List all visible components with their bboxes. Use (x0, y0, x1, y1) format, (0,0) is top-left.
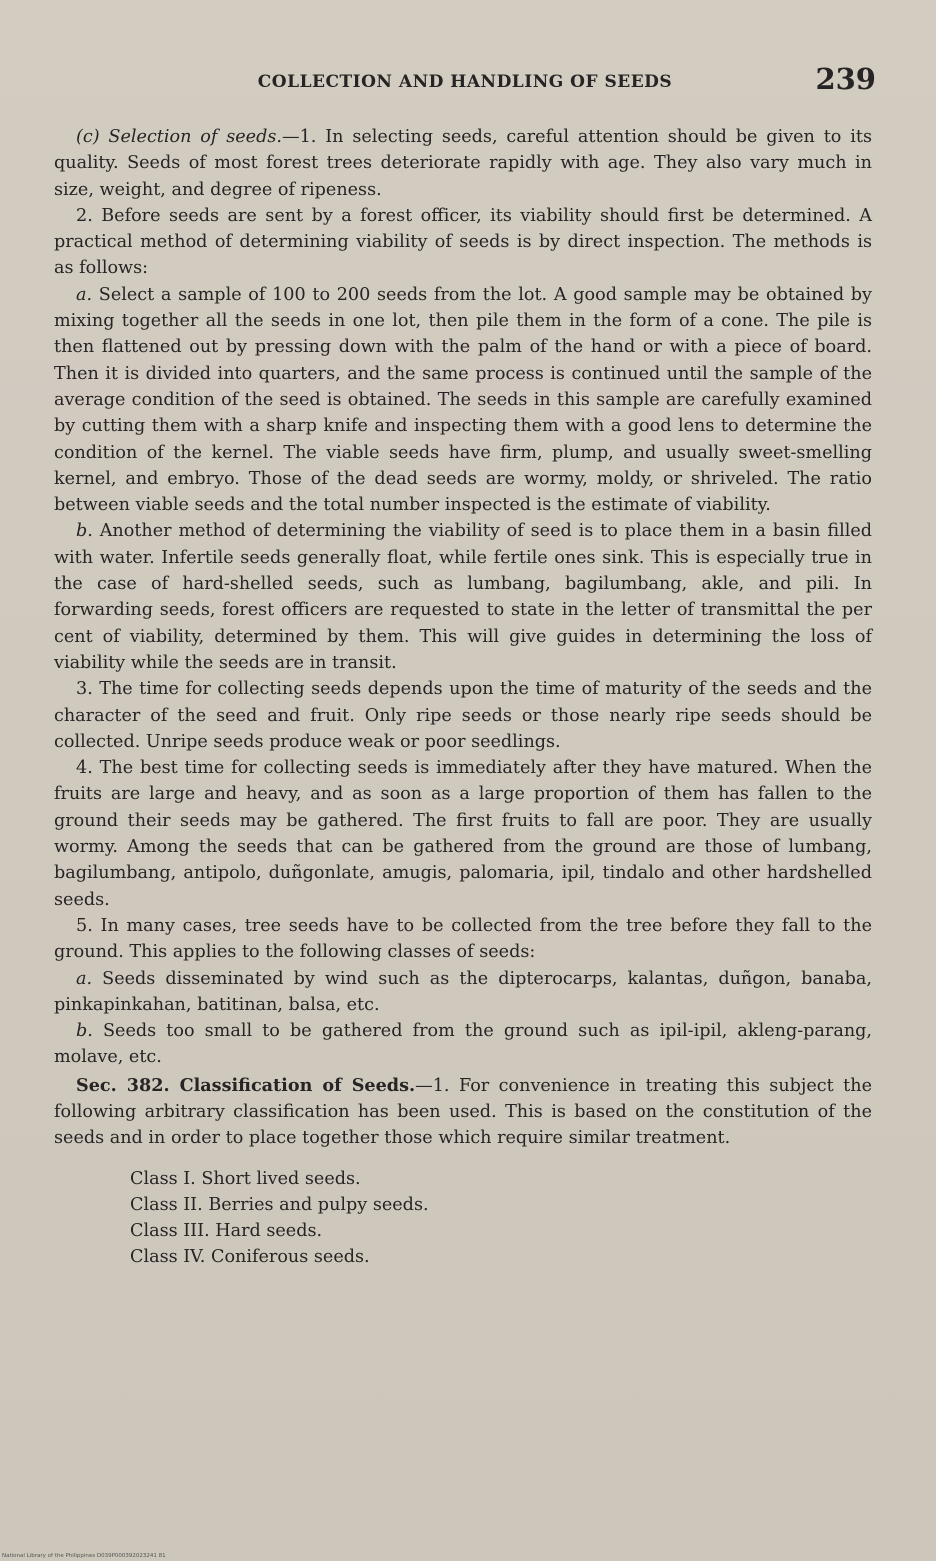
paragraph-label: a. (76, 284, 93, 305)
paragraph-2: 2. Before seeds are sent by a forest officer, its viability should first be determined. A practical method of determining viability of seeds is by direct inspection. The methods is as follows: (54, 205, 872, 279)
paragraph-label: b. (76, 521, 93, 542)
class-item: Class IV. Coniferous seeds. (130, 1247, 370, 1268)
classification-list (130, 1166, 872, 1271)
paragraph-text: —1. In selecting seeds, careful attention should be given to its quality. Seeds of most forest trees deteriorate rapidly with age. They also vary much in size, weight, and degree of ripeness. (54, 127, 872, 200)
section-382 (54, 1073, 872, 1152)
class-item: Class II. Berries and pulpy seeds. (130, 1194, 429, 1215)
paragraph-5a (54, 966, 872, 1019)
paragraph-4: 4. The best time for collecting seeds is immediately after they have matured. When the fruits are large and heavy, and as soon as a large proportion of them has fallen to the ground their seeds may be gathered. The first fruits to fall are poor. They are usually wormy. Among the seeds that can be gathered from the ground are those of lumbang, bagilumbang, antipolo, duñgonlate, amugis, palomaria, ipil, tindalo and other hardshelled seeds. (54, 758, 872, 910)
running-title: COLLECTION AND HANDLING OF SEEDS (257, 72, 673, 92)
paragraph-text: Another method of determining the viability of seed is to place them in a basin filled with water. Infertile seeds generally float, while fertile ones sink. This is especially true in the case of hard-shelled seeds, such as lumbang, bagilumbang, akle, and pili. In forwarding seeds, forest officers are requested to state in the letter of transmittal the per cent of viability, determined by them. This will give guides in determining the loss of viability while the seeds are in transit. (54, 521, 872, 673)
paragraph-label: (c) Selection of seeds. (76, 127, 282, 147)
scan-credit: National Library of the Philippines D039P000392023241 81 (2, 1553, 166, 1559)
section-heading: Sec. 382. Classification of Seeds. (76, 1074, 416, 1096)
class-item: Class III. Hard seeds. (130, 1221, 323, 1242)
paragraph-label: b. (76, 1021, 93, 1042)
paragraph-5: 5. In many cases, tree seeds have to be collected from the tree before they fall to the ground. This applies to the following classes of seeds: (54, 915, 872, 963)
page-header (54, 62, 876, 110)
paragraph-2b (54, 518, 872, 676)
page-number: 239 (815, 62, 876, 96)
paragraph-2a (54, 282, 872, 519)
paragraph-5b (54, 1018, 872, 1071)
paragraph-text: Seeds disseminated by wind such as the dipterocarps, kalantas, duñgon, banaba, pinkapinkahan, batitinan, balsa, etc. (54, 968, 872, 1015)
class-item: Class I. Short lived seeds. (130, 1168, 361, 1189)
paragraph-3: 3. The time for collecting seeds depends upon the time of maturity of the seeds and the character of the seed and fruit. Only ripe seeds or those nearly ripe seeds should be collected. Unripe seeds produce weak or poor seedlings. (54, 679, 872, 752)
paragraph-text: Select a sample of 100 to 200 seeds from the lot. A good sample may be obtained by mixing together all the seeds in one lot, then pile them in the form of a cone. The pile is then flattened out by pressing down with the palm of the hand or with a piece of board. Then it is divided into quarters, and the same process is continued until the sample of the average condition of the seed is obtained. The seeds in this sample are carefully examined by cutting them with a sharp knife and inspecting them with a good lens to determine the condition of the kernel. The viable seeds have firm, plump, and usually sweet-smelling kernel, and embryo. Those of the dead seeds are wormy, moldy, or shriveled. The ratio between viable seeds and the total number inspected is the estimate of viability. (54, 284, 872, 516)
paragraph-text: Seeds too small to be gathered from the ground such as ipil-ipil, akleng-parang, molave, etc. (54, 1021, 872, 1068)
section-text: —1. For convenience in treating this subject the following arbitrary classification has been used. This is based on the constitution of the seeds and in order to place together those which require similar treatment. (54, 1075, 872, 1149)
paragraph-selection-of-seeds (54, 124, 872, 203)
body-text (54, 124, 872, 1271)
paragraph-label: a. (76, 968, 93, 989)
